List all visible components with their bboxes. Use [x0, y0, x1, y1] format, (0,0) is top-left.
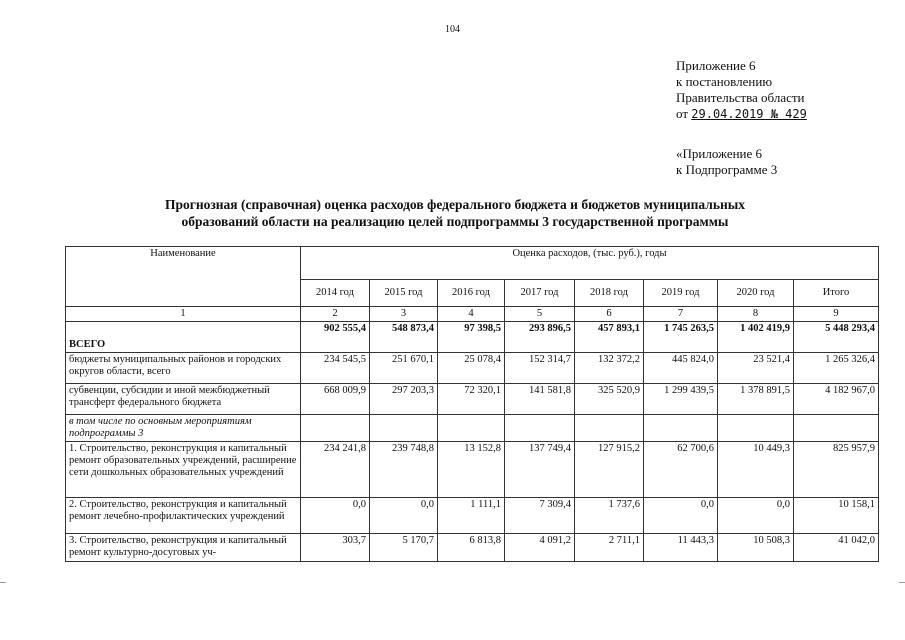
value-cell: [370, 415, 438, 442]
appendix2-line-1: «Приложение 6: [676, 146, 763, 161]
value-cell: 10 449,3: [718, 442, 794, 498]
value-cell: 62 700,6: [644, 442, 718, 498]
year-header: 2014 год: [301, 280, 370, 307]
value-cell: 251 670,1: [370, 353, 438, 384]
value-cell: 137 749,4: [505, 442, 575, 498]
year-header: 2020 год: [718, 280, 794, 307]
value-cell: 1 111,1: [438, 498, 505, 534]
value-cell: 10 508,3: [718, 534, 794, 562]
value-cell: 445 824,0: [644, 353, 718, 384]
value-cell: 6 813,8: [438, 534, 505, 562]
decree-prefix: от: [676, 106, 689, 121]
row-name: ВСЕГО: [66, 322, 301, 353]
col-number: 8: [718, 307, 794, 322]
row-name: 2. Строительство, реконструкция и капитальный ремонт лечебно-профилактических учреждений: [66, 498, 301, 534]
value-cell: [794, 415, 879, 442]
value-cell: 825 957,9: [794, 442, 879, 498]
value-cell: 23 521,4: [718, 353, 794, 384]
col-number: 4: [438, 307, 505, 322]
value-cell: 1 737,6: [575, 498, 644, 534]
value-cell: 13 152,8: [438, 442, 505, 498]
value-cell: 10 158,1: [794, 498, 879, 534]
budget-table: [65, 246, 879, 562]
value-cell: 11 443,3: [644, 534, 718, 562]
value-cell: 1 745 263,5: [644, 322, 718, 353]
year-header: 2016 год: [438, 280, 505, 307]
value-cell: 1 265 326,4: [794, 353, 879, 384]
year-header: 2019 год: [644, 280, 718, 307]
year-header: 2015 год: [370, 280, 438, 307]
decree-date: 29.04.2019 № 429: [691, 107, 807, 121]
appendix-block: [676, 58, 807, 122]
row-name: 1. Строительство, реконструкция и капитальный ремонт образовательных учреждений, расширение сети дошкольных образовательных учреждений: [66, 442, 301, 498]
value-cell: 7 309,4: [505, 498, 575, 534]
appendix-line-2: к постановлению: [676, 74, 773, 89]
col-number: 1: [66, 307, 301, 322]
appendix-line-1: Приложение 6: [676, 58, 756, 73]
table-row: [66, 498, 879, 534]
value-cell: 325 520,9: [575, 384, 644, 415]
value-cell: 4 091,2: [505, 534, 575, 562]
value-cell: 2 711,1: [575, 534, 644, 562]
value-cell: 548 873,4: [370, 322, 438, 353]
value-cell: 234 545,5: [301, 353, 370, 384]
col-number: 7: [644, 307, 718, 322]
appendix-subprogram-block: [676, 146, 777, 178]
value-cell: 127 915,2: [575, 442, 644, 498]
value-cell: 0,0: [644, 498, 718, 534]
value-cell: 234 241,8: [301, 442, 370, 498]
value-cell: 1 402 419,9: [718, 322, 794, 353]
scan-edge-mark: [899, 582, 905, 583]
value-cell: [505, 415, 575, 442]
value-cell: 4 182 967,0: [794, 384, 879, 415]
value-cell: 297 203,3: [370, 384, 438, 415]
value-cell: [438, 415, 505, 442]
value-cell: 5 448 293,4: [794, 322, 879, 353]
year-header: 2017 год: [505, 280, 575, 307]
value-cell: [301, 415, 370, 442]
table-row: [66, 415, 879, 442]
table-row: [66, 384, 879, 415]
table-row: [66, 353, 879, 384]
value-cell: 132 372,2: [575, 353, 644, 384]
col-number: 5: [505, 307, 575, 322]
value-cell: 239 748,8: [370, 442, 438, 498]
decree-date-line: [676, 106, 807, 122]
col-number: 2: [301, 307, 370, 322]
total-header: Итого: [794, 280, 879, 307]
value-cell: 41 042,0: [794, 534, 879, 562]
value-cell: [575, 415, 644, 442]
value-cell: 5 170,7: [370, 534, 438, 562]
value-cell: 25 078,4: [438, 353, 505, 384]
value-cell: 303,7: [301, 534, 370, 562]
title-line-1: Прогнозная (справочная) оценка расходов федерального бюджета и бюджетов муниципальных: [164, 197, 746, 212]
appendix-line-3: Правительства области: [676, 90, 805, 105]
appendix2-line-2: к Подпрограмме 3: [676, 162, 778, 177]
title-line-2: образований области на реализацию целей подпрограммы 3 государственной программы: [181, 214, 729, 229]
value-cell: 0,0: [301, 498, 370, 534]
col-number: 6: [575, 307, 644, 322]
estimate-header: Оценка расходов, (тыс. руб.), годы: [301, 247, 879, 280]
row-name: субвенции, субсидии и иной межбюджетный трансферт федерального бюджета: [66, 384, 301, 415]
value-cell: 141 581,8: [505, 384, 575, 415]
column-number-row: [66, 307, 879, 322]
page-number: 104: [445, 24, 460, 35]
value-cell: 97 398,5: [438, 322, 505, 353]
value-cell: 457 893,1: [575, 322, 644, 353]
value-cell: [718, 415, 794, 442]
value-cell: 293 896,5: [505, 322, 575, 353]
document-title: [60, 196, 850, 230]
value-cell: 152 314,7: [505, 353, 575, 384]
value-cell: 1 299 439,5: [644, 384, 718, 415]
value-cell: 1 378 891,5: [718, 384, 794, 415]
row-name: в том числе по основным мероприятиям подпрограммы 3: [66, 415, 301, 442]
row-name: бюджеты муниципальных районов и городских округов области, всего: [66, 353, 301, 384]
value-cell: 668 009,9: [301, 384, 370, 415]
value-cell: [644, 415, 718, 442]
name-header: Наименование: [66, 247, 301, 307]
col-number: 3: [370, 307, 438, 322]
value-cell: 72 320,1: [438, 384, 505, 415]
table-row: [66, 442, 879, 498]
value-cell: 902 555,4: [301, 322, 370, 353]
col-number: 9: [794, 307, 879, 322]
header-row-1: [66, 247, 879, 280]
year-header: 2018 год: [575, 280, 644, 307]
scan-edge-mark: [0, 582, 6, 583]
table-row: [66, 322, 879, 353]
row-name: 3. Строительство, реконструкция и капитальный ремонт культурно-досуговых уч-: [66, 534, 301, 562]
table-row: [66, 534, 879, 562]
value-cell: 0,0: [370, 498, 438, 534]
value-cell: 0,0: [718, 498, 794, 534]
